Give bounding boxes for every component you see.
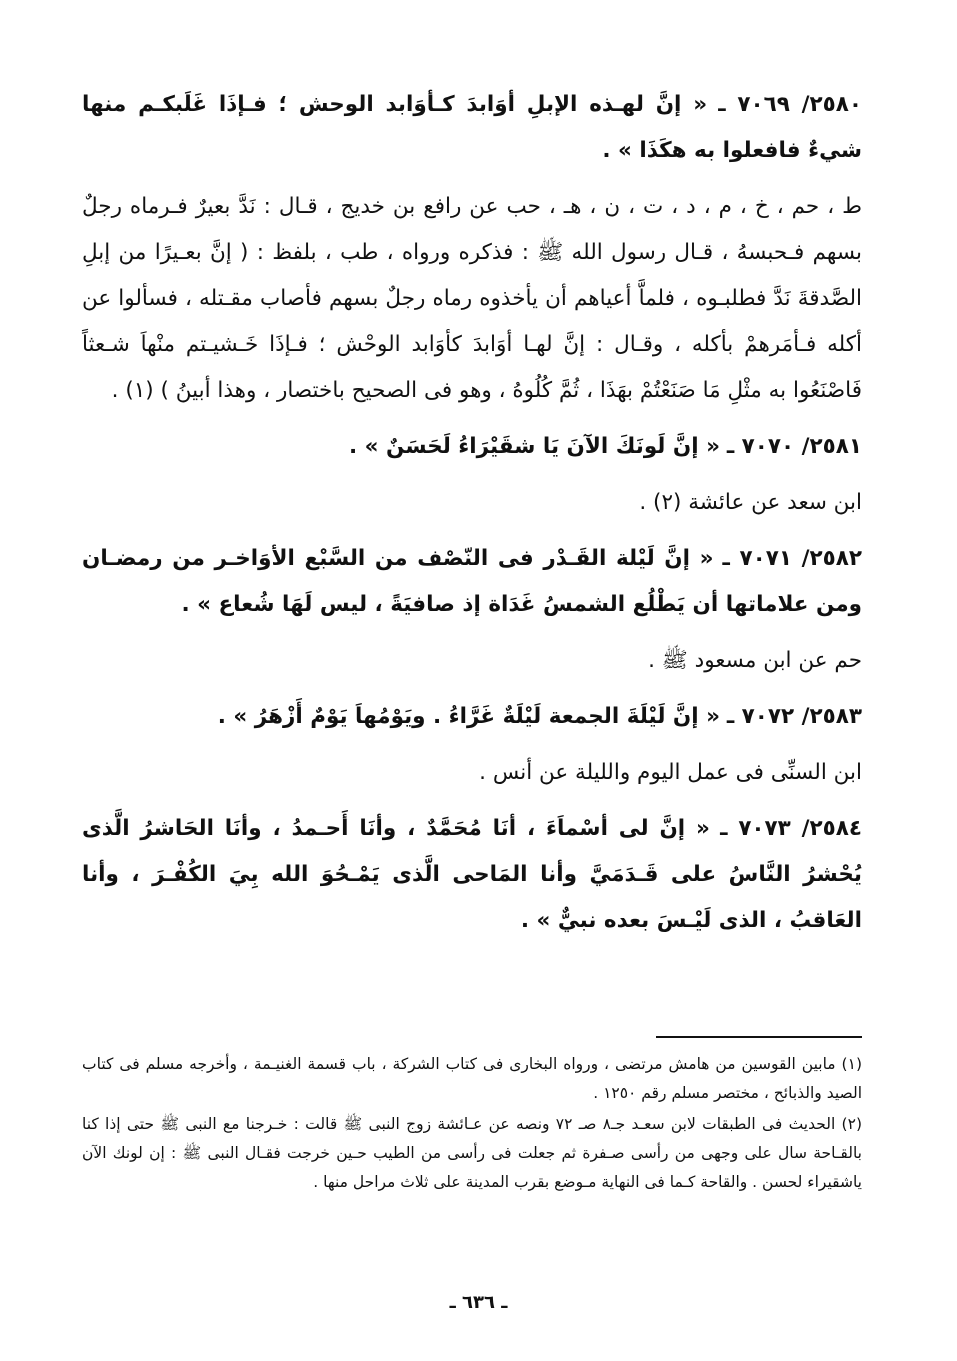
hadith-2580 — [82, 82, 862, 174]
hadith-number: ٢٥٨٤/ ٧٠٧٣ ـ — [720, 816, 863, 841]
hadith-text: « إنَّ لَيْلَةَ الجمعة لَيْلَةٌ غَرَّاءُ . ويَوْمُهاَ يَوْمٌ أَزْهَرُ » . — [217, 704, 720, 729]
hadith-2584 — [82, 806, 862, 944]
hadith-source: ط ، حم ، خ ، م ، د ، ت ، ن ، هـ ، حب عن رافع بن خديج ، قـال : نَدَّ بعيرٌ فـرماه رجلٌ بسهم فـحبسهُ ، قـال رسول الله ﷺ : فذكره ورواه ، طب ، بلفظ : ( إنَّ بعـيرًا من إبلِ الصَّدقةَ نَدَّ فطلبـوه ، فلماَّ أعياهم أن يأخذوه رماه رجلٌ بسهم فأصاب مقـتله ، فسألوا عن أكله فـأمَرهمْ بأكله ، وقـال : إنَّ لهـا أوَابدَ كأوَابد الوحْش ؛ فـإذَا خَـشيـتم منْهاَ شـعثاً فَاصْنَعُوا به مثْلِ مَا صَنَعْتُمْ بهَذَا ، ثُمَّ كُلُوهُ ، وهو فى الصحيح باختصار ، وهذا أبينُ ) (١) . — [82, 194, 862, 403]
footnote-1: (١) مابين القوسين من هامش مرتضى ، ورواه البخارى فى كتاب الشركة ، باب قسمة الغنيـمة ، وأخرجه مسلم فى كتاب الصيد والذبائح ، مختصر مسلم رقم ١٢٥٠ . — [82, 1055, 862, 1102]
hadith-2582 — [82, 536, 862, 628]
footnote-2: (٢) الحديث فى الطبقات لابن سعـد جـ٨ صـ ٧٢ ونصه عن عـائشة زوج النبى ﷺ قالت : خـرجنا مع النبى ﷺ حتى إذا كنا بالقـاحة سال على وجهى من رأسى صـفرة ثم جعلت فى رأسى من الطيب حـين خرجت فقـال النبى ﷺ : إن لونك الآن ياشقيراء لحسن . والقاحة كـما فى النهاية مـوضع بقرب المدينة على ثلاث مراحل منها . — [82, 1115, 862, 1191]
footnote-divider — [656, 1036, 862, 1038]
hadith-text: « إنَّ لَونَكَ الآنَ يَا شقَيْرَاءُ لَحَسَنٌ » . — [348, 434, 720, 459]
hadith-source: ابن سعد عن عائشة (٢) . — [639, 490, 862, 515]
footnotes — [82, 1050, 862, 1199]
hadith-text: « إنَّ لى أسْماَءَ ، أنَا مُحَمَّدٌ ، وأنَا أَحـمدُ ، وأنَا الحَاشرُ الَّذى يُحْشرُ النَّاسُ على قَـدَمَيَّ وأنا المَاحى الَّذى يَمْـحُوَ الله بِيَ الكُفْـرَ ، وأنا العَاقبُ ، الذى لَيْـسَ بعده نبيٌّ » . — [82, 816, 862, 933]
main-text-block — [82, 78, 862, 944]
page-number: ـ ٦٣٦ ـ — [449, 1292, 508, 1313]
hadith-number: ٢٥٨١/ ٧٠٧٠ ـ — [726, 434, 862, 459]
hadith-text: « إنَّ لَيْلة القَـدْر فى النّصْف من السَّبْع الأوَاخـر من رمضـان ومن علاماتها أن يَطْلُع الشمسُ غَدَاة إذ صافيَةً ، ليس لَهَا شُعاع » . — [82, 546, 862, 617]
hadith-2583 — [82, 694, 862, 740]
hadith-number: ٢٥٨٠/ ٧٠٦٩ ـ — [718, 92, 862, 117]
hadith-source: ابن السنِّى فى عمل اليوم والليلة عن أنس . — [479, 760, 862, 785]
hadith-number: ٢٥٨٣/ ٧٠٧٢ ـ — [726, 704, 862, 729]
hadith-number: ٢٥٨٢/ ٧٠٧١ ـ — [722, 546, 862, 571]
hadith-body — [82, 82, 862, 944]
hadith-text: « إنَّ لهـذه الإبلِ أوَابدَ كـأوَابد الوحش ؛ فـإذَا غَلَبكـم منها شيءٌ فافعلوا به هكَذَا » . — [82, 92, 862, 163]
hadith-2581 — [82, 424, 862, 470]
hadith-source: حم عن ابن مسعود ﷺ . — [648, 648, 862, 673]
